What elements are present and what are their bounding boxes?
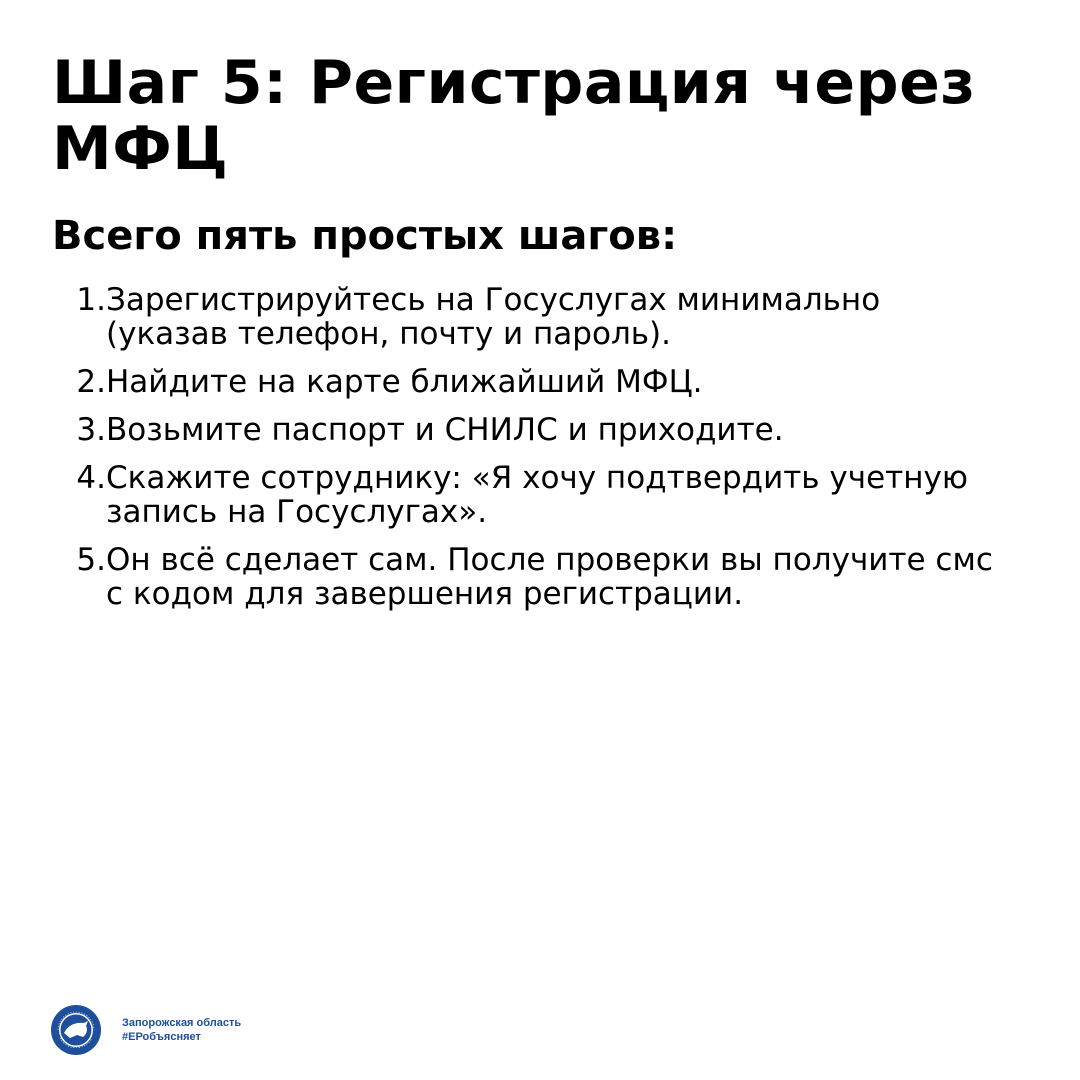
list-item — [52, 543, 1042, 611]
step-text: Возьмите паспорт и СНИЛС и приходите. — [106, 412, 784, 448]
footer-region: Запорожская область — [122, 1017, 242, 1029]
step-number: 1. — [76, 282, 106, 318]
list-item — [52, 283, 1042, 351]
step-text: Он всё сделает сам. После проверки вы получите смс с кодом для завершения регистрации. — [106, 542, 993, 612]
step-number: 5. — [76, 542, 106, 578]
steps-list — [52, 283, 1042, 625]
footer-caption — [122, 1016, 241, 1044]
footer-hashtag: #ЕРобъясняет — [122, 1031, 201, 1043]
section-subtitle: Всего пять простых шагов: — [52, 213, 678, 259]
step-number: 2. — [76, 364, 106, 400]
list-item — [52, 365, 1042, 399]
step-text: Скажите сотруднику: «Я хочу подтвердить учетную запись на Госуслугах». — [106, 460, 968, 530]
page-title: Шаг 5: Регистрация через МФЦ — [52, 48, 976, 184]
list-item — [52, 413, 1042, 447]
footer — [50, 1004, 241, 1056]
party-logo-icon — [50, 1004, 102, 1056]
step-text: Зарегистрируйтесь на Госуслугах минимально (указав телефон, почту и пароль). — [106, 282, 881, 352]
step-number: 3. — [76, 412, 106, 448]
step-text: Найдите на карте ближайший МФЦ. — [106, 364, 703, 400]
list-item — [52, 461, 1042, 529]
step-number: 4. — [76, 460, 106, 496]
